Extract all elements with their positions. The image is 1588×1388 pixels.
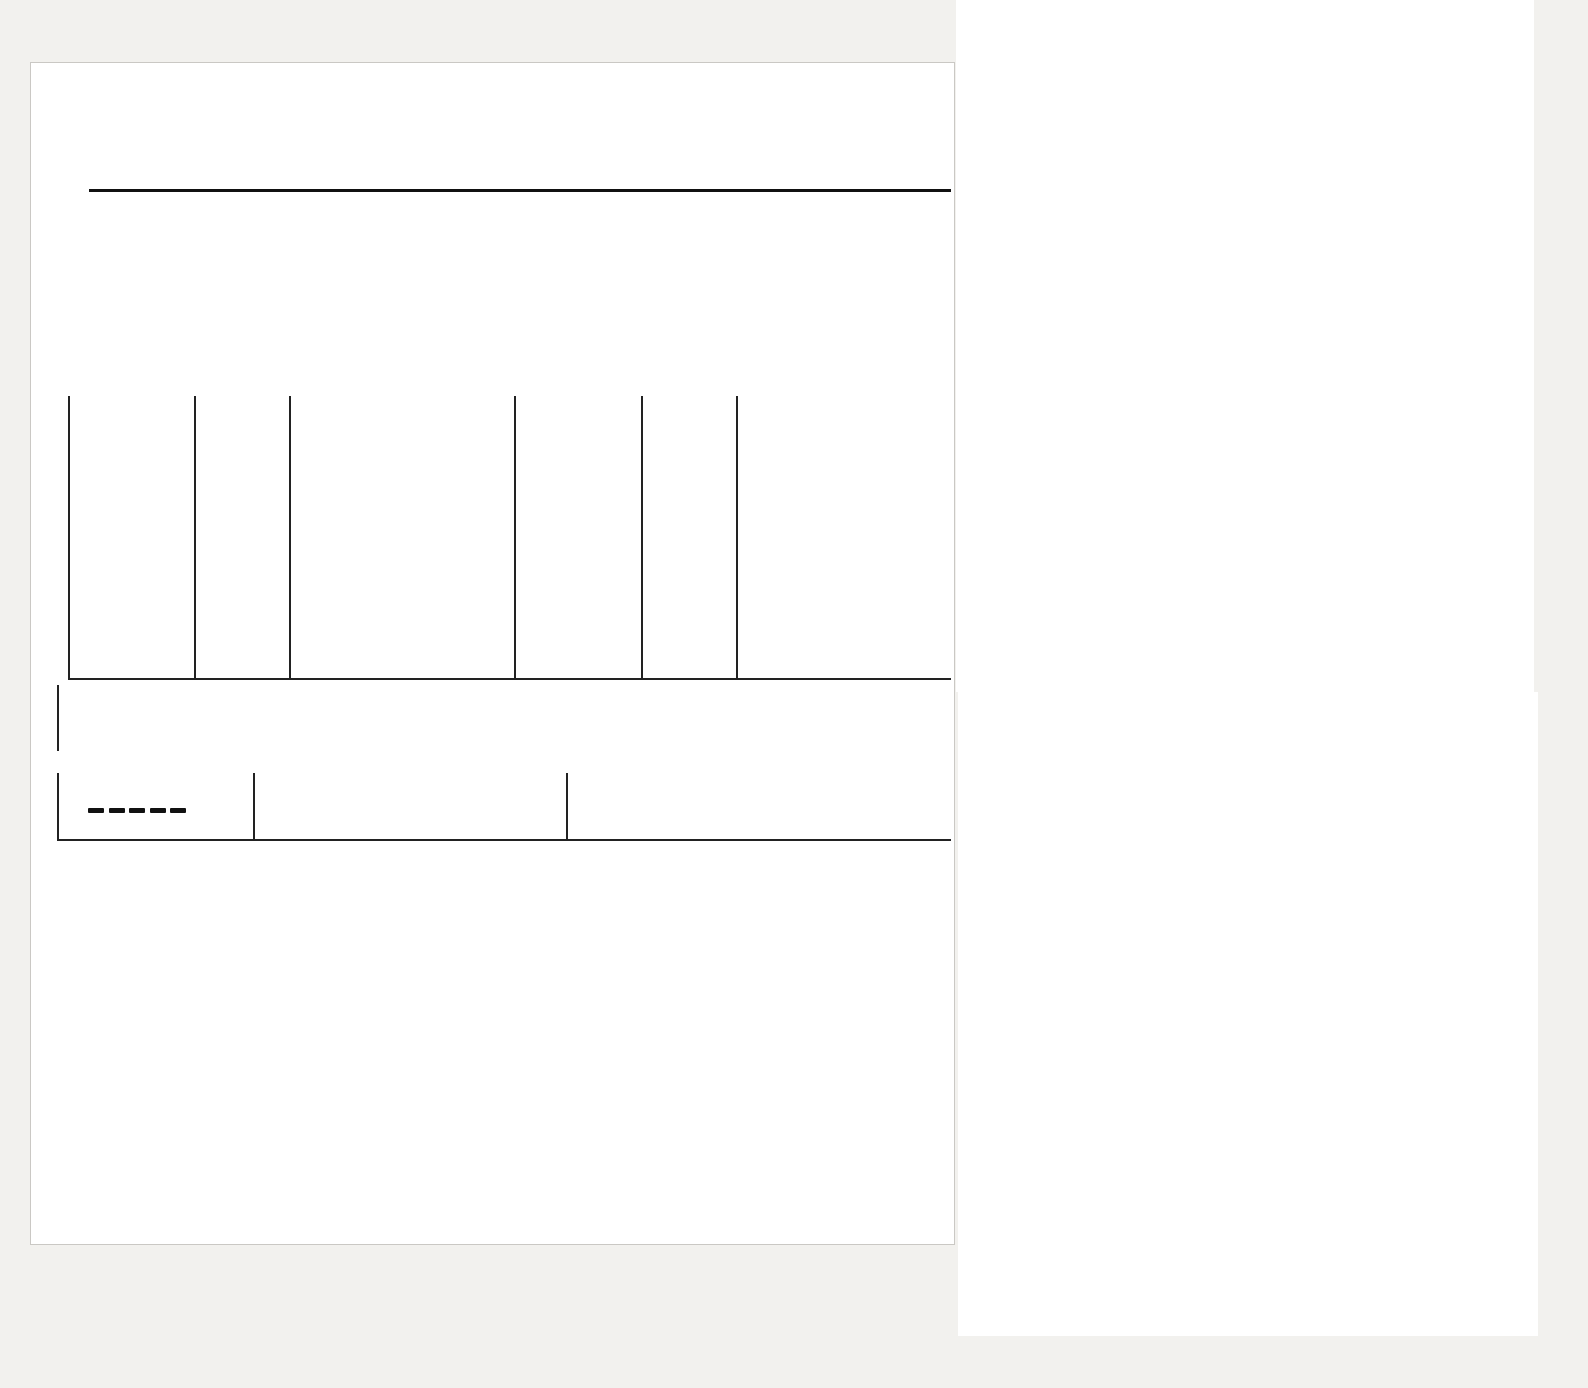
backstitch-table-border-left bbox=[57, 773, 59, 839]
backstitch-table-divider bbox=[253, 773, 255, 839]
key-table-divider bbox=[289, 396, 291, 678]
backstitch-line-symbol bbox=[88, 800, 191, 818]
key-table-header bbox=[514, 403, 952, 437]
backstitch-table-border-bottom bbox=[57, 839, 951, 841]
key-table-border-bottom bbox=[68, 678, 951, 680]
key-table-divider bbox=[194, 396, 196, 678]
key-table-divider bbox=[641, 396, 643, 678]
symbol-key-table-right bbox=[514, 403, 952, 437]
bw-stitch-chart bbox=[985, 723, 1505, 1305]
key-table-border-left bbox=[68, 396, 70, 678]
symbol-key-table-left bbox=[68, 403, 506, 437]
backstitch-section-rule bbox=[57, 685, 59, 751]
key-table-header bbox=[68, 403, 506, 437]
color-stitch-chart bbox=[988, 73, 1508, 655]
key-table-border-left2 bbox=[514, 396, 516, 678]
pattern-key-document bbox=[30, 62, 955, 1245]
backstitch-table-divider bbox=[566, 773, 568, 839]
title-divider bbox=[89, 189, 951, 192]
key-table-divider bbox=[736, 396, 738, 678]
